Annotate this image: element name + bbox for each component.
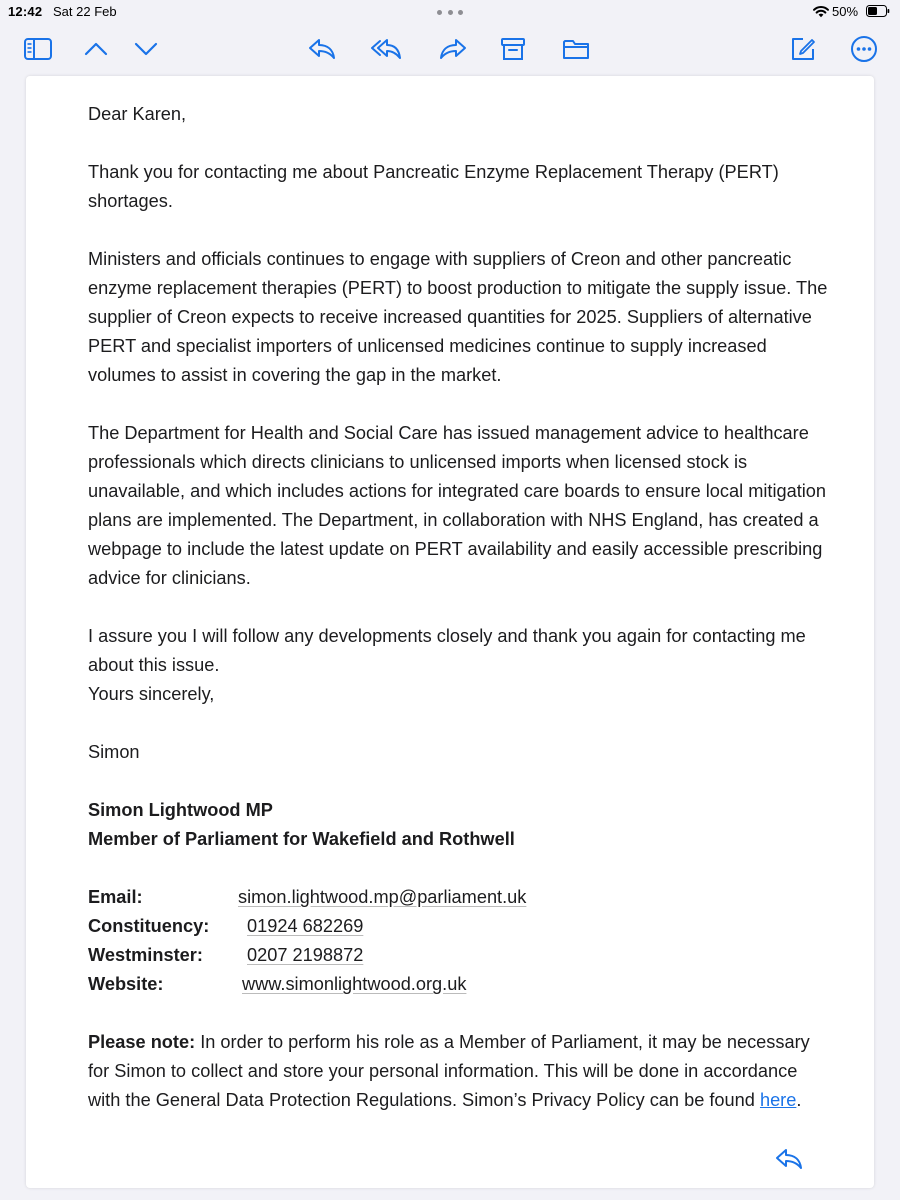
compose-icon xyxy=(788,34,818,64)
contact-label: Constituency: xyxy=(88,916,210,936)
status-time: 12:42 xyxy=(8,4,43,19)
move-to-folder-button[interactable] xyxy=(561,34,591,64)
contact-email-row xyxy=(88,883,828,912)
contact-label: Westminster: xyxy=(88,945,203,965)
forward-icon xyxy=(438,34,468,64)
contact-constituency-row xyxy=(88,912,828,941)
signoff: Simon xyxy=(88,742,140,762)
sidebar-icon xyxy=(23,34,53,64)
more-icon xyxy=(849,34,879,64)
battery-percent: 50% xyxy=(832,4,859,19)
mail-toolbar xyxy=(0,24,900,76)
reply-button[interactable] xyxy=(307,34,337,64)
signature-name: Simon Lightwood MP xyxy=(88,800,273,820)
note-label: Please note: xyxy=(88,1032,196,1052)
previous-message-button[interactable] xyxy=(81,34,111,64)
folder-icon xyxy=(561,34,591,64)
note-text: In order to perform his role as a Member of Parliament, it may be necessary for Simon to collect and store your personal information. This will be done in accordance with the General Data Protection Regulations. Simon’s Privacy Policy can be found xyxy=(88,1032,810,1110)
contact-website-row xyxy=(88,970,828,999)
paragraph-3: The Department for Health and Social Care has issued management advice to healthcare professionals which directs clinicians to unlicensed imports when licensed stock is unavailable, and which includes actions for integrated care boards to ensure local mitigation plans are implemented. The Department, in collaboration with NHS England, has created a webpage to include the latest update on PERT availability and easily accessible prescribing advice for clinicians. xyxy=(88,423,827,588)
paragraph-1: Thank you for contacting me about Pancreatic Enzyme Replacement Therapy (PERT) shortages. xyxy=(88,162,779,211)
forward-button[interactable] xyxy=(438,34,468,64)
note-end: . xyxy=(796,1090,802,1110)
more-button[interactable] xyxy=(849,34,879,64)
chevron-up-icon xyxy=(81,34,111,64)
reply-all-icon xyxy=(371,34,401,64)
signature-title: Member of Parliament for Wakefield and Rothwell xyxy=(88,829,515,849)
contact-westminster-row xyxy=(88,941,828,970)
status-date: Sat 22 Feb xyxy=(53,4,117,19)
chevron-down-icon xyxy=(131,34,161,64)
contact-label: Website: xyxy=(88,974,164,994)
multitasking-dots[interactable] xyxy=(437,10,463,15)
westminster-phone-link[interactable]: 0207 2198872 xyxy=(247,945,364,965)
wifi-icon xyxy=(812,4,830,18)
paragraph-4: I assure you I will follow any developments closely and thank you again for contacting me about this issue. xyxy=(88,626,806,675)
contact-label: Email: xyxy=(88,887,143,907)
reply-icon xyxy=(774,1144,804,1174)
quick-reply-button[interactable] xyxy=(774,1144,804,1174)
paragraph-2: Ministers and officials continues to engage with suppliers of Creon and other pancreatic enzyme replacement therapies (PERT) to boost production to mitigate the supply issue. The supplier of Creon expects to receive increased quantities for 2025. Suppliers of alternative PERT and specialist importers of unlicensed medicines continue to supply increased volumes to assist in covering the gap in the market. xyxy=(88,249,828,385)
next-message-button[interactable] xyxy=(131,34,161,64)
email-link[interactable]: simon.lightwood.mp@parliament.uk xyxy=(238,887,527,907)
privacy-note xyxy=(88,1028,828,1115)
greeting: Dear Karen, xyxy=(88,104,187,124)
privacy-policy-link[interactable]: here xyxy=(759,1090,797,1110)
reply-icon xyxy=(307,34,337,64)
compose-button[interactable] xyxy=(788,34,818,64)
battery-icon xyxy=(866,5,890,17)
message-body xyxy=(88,100,828,1115)
website-link[interactable]: www.simonlightwood.org.uk xyxy=(242,974,467,994)
sidebar-button[interactable] xyxy=(23,34,53,64)
archive-button[interactable] xyxy=(498,34,528,64)
reply-all-button[interactable] xyxy=(371,34,401,64)
constituency-phone-link[interactable]: 01924 682269 xyxy=(247,916,364,936)
archive-icon xyxy=(498,34,528,64)
closing: Yours sincerely, xyxy=(88,684,215,704)
status-bar xyxy=(0,0,900,24)
